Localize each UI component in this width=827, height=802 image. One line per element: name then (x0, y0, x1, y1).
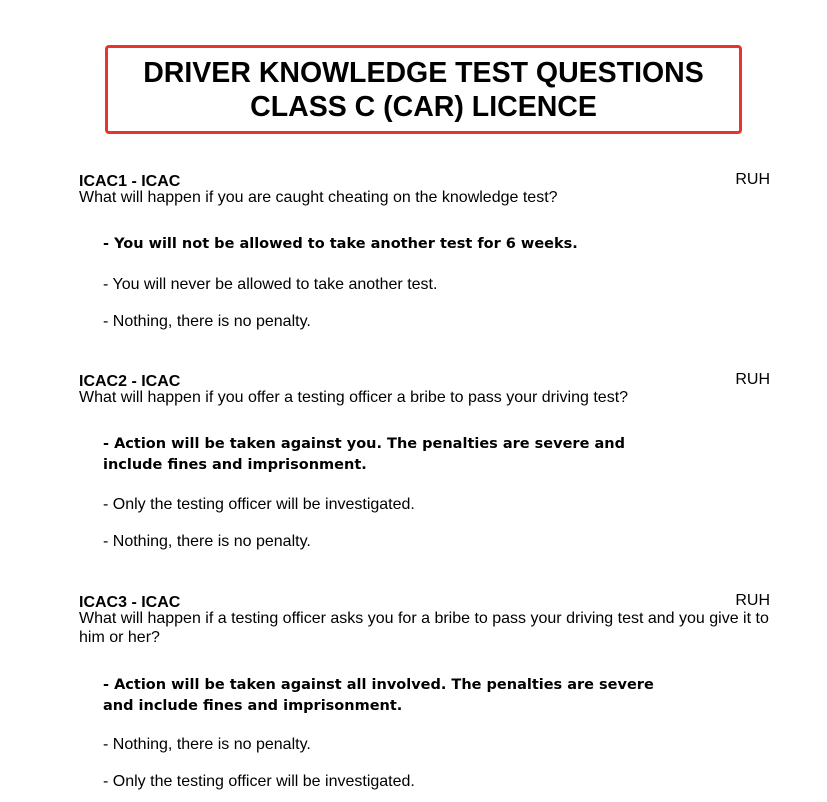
question-code: ICAC1 - ICAC (79, 173, 181, 190)
answer-correct: - Action will be taken against all involved. The penalties are severe and include fines and imprisonment. (103, 677, 654, 714)
document-title-line-2: CLASS C (CAR) LICENCE (250, 90, 597, 123)
answer-correct: - Action will be taken against you. The penalties are severe and include fines and imprisonment. (103, 436, 625, 473)
answer-option: - Nothing, there is no penalty. (103, 736, 311, 753)
answer-option: - Only the testing officer will be investigated. (103, 773, 415, 790)
question-tag: RUH (735, 171, 770, 188)
answer-option: - Nothing, there is no penalty. (103, 533, 311, 550)
question-text: What will happen if a testing officer asks you for a bribe to pass your driving test and you give it to him or her? (79, 610, 769, 646)
document-title-box (105, 45, 742, 134)
question-tag: RUH (735, 371, 770, 388)
answer-correct: - You will not be allowed to take another test for 6 weeks. (103, 236, 578, 252)
question-text: What will happen if you offer a testing officer a bribe to pass your driving test? (79, 389, 629, 406)
question-text: What will happen if you are caught cheating on the knowledge test? (79, 189, 558, 206)
answer-option: - You will never be allowed to take another test. (103, 276, 438, 293)
document-title-line-1: DRIVER KNOWLEDGE TEST QUESTIONS (143, 56, 704, 89)
answer-option: - Only the testing officer will be investigated. (103, 496, 415, 513)
question-code: ICAC3 - ICAC (79, 594, 181, 611)
question-code: ICAC2 - ICAC (79, 373, 181, 390)
question-tag: RUH (735, 592, 770, 609)
answer-option: - Nothing, there is no penalty. (103, 313, 311, 330)
